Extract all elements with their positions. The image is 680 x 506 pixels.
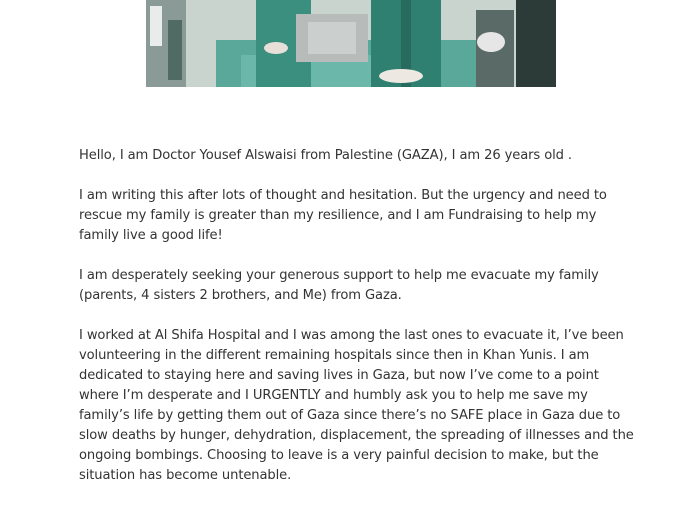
story-paragraph-1: Hello, I am Doctor Yousef Alswaisi from Palestine (GAZA), I am 26 years old . <box>79 148 572 163</box>
story-paragraph-4: I worked at Al Shifa Hospital and I was among the last ones to evacuate it, I’ve been volunteering in the different remaining hospitals since then in Khan Yunis. I am dedicated to staying here and saving lives in Gaza, but now I’ve come to a point where I’m desperate and I URGENTLY and humbly ask you to help me save my family’s life by getting them out of Gaza since there’s no SAFE place in Gaza due to slow deaths by hunger, dehydration, displacement, the spreading of illnesses and the ongoing bombings. Choosing to leave is a very painful decision to make, but the situation has become untenable. <box>79 328 634 483</box>
story-paragraph-2: I am writing this after lots of thought and hesitation. But the urgency and need to rescue my family is greater than my resilience, and I am Fundraising to help my family live a good life! <box>79 188 607 243</box>
operating-room-photo <box>146 0 556 87</box>
story-text <box>79 146 639 506</box>
story-photo <box>146 0 556 87</box>
story-paragraph-3: I am desperately seeking your generous support to help me evacuate my family (parents, 4 sisters 2 brothers, and Me) from Gaza. <box>79 268 599 303</box>
